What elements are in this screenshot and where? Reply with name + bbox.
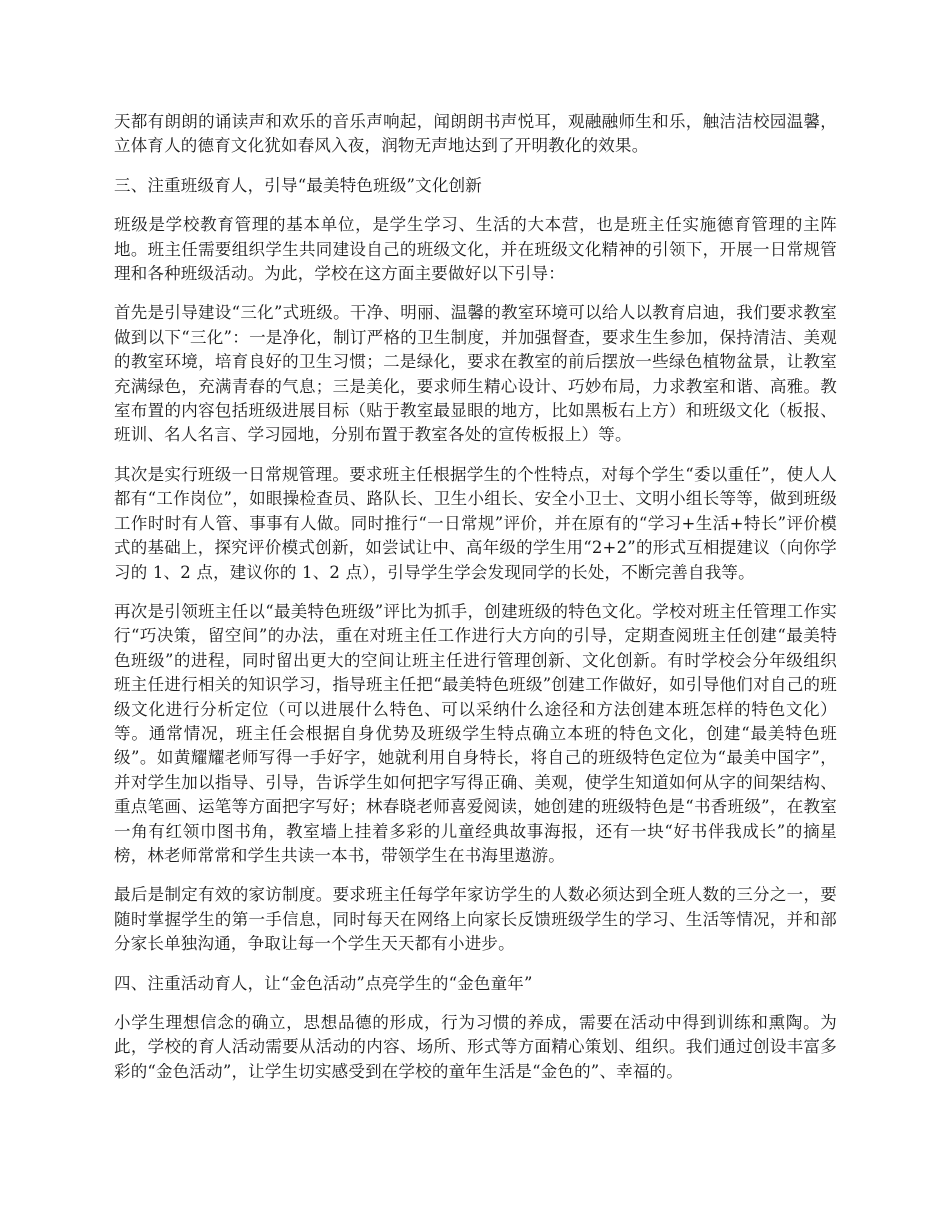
paragraph-class-education: 班级是学校教育管理的基本单位，是学生学习、生活的大本营，也是班主任实施德育管理的主阵地。班主任需要组织学生共同建设自己的班级文化，并在班级文化精神的引领下，开展一日常规管理和各种班级活动。为此，学校在这方面主要做好以下引导：	[114, 215, 837, 284]
paragraph-daily-routine: 其次是实行班级一日常规管理。要求班主任根据学生的个性特点，对每个学生“委以重任”，使人人都有“工作岗位”，如眼操检查员、路队长、卫生小组长、安全小卫士、文明小组长等等，做到班级工作时时有人管、事事有人做。同时推行“一日常规”评价，并在原有的“学习+生活+特长”评价模式的基础上，探究评价模式创新，如尝试让中、高年级的学生用“2+2”的形式互相提建议（向你学习的 1、2 点，建议你的 1、2 点），引导学生学会发现同学的长处，不断完善自我等。	[114, 464, 837, 582]
paragraph-intro-continuation: 天都有朗朗的诵读声和欢乐的音乐声响起，闻朗朗书声悦耳，观融融师生和乐，触洁洁校园温馨，立体育人的德育文化犹如春风入夜，润物无声地达到了开明教化的效果。	[114, 112, 837, 156]
paragraph-three-transformations: 首先是引导建设“三化”式班级。干净、明丽、温馨的教室环境可以给人以教育启迪，我们要求教室做到以下“三化”：一是净化，制订严格的卫生制度，并加强督查，要求生生参加，保持清洁、美观的教室环境，培育良好的卫生习惯；二是绿化，要求在教室的前后摆放一些绿色植物盆景，让教室充满绿色，充满青春的气息；三是美化，要求师生精心设计、巧妙布局，力求教室和谐、高雅。教室布置的内容包括班级进展目标（贴于教室最显眼的地方，比如黑板右上方）和班级文化（板报、班训、名人名言、学习园地，分别布置于教室各处的宣传板报上）等。	[114, 303, 837, 445]
paragraph-home-visits: 最后是制定有效的家访制度。要求班主任每学年家访学生的人数必须达到全班人数的三分之一，要随时掌握学生的第一手信息，同时每天在网络上向家长反馈班级学生的学习、生活等情况，并和部分家长单独沟通，争取让每一个学生天天都有小进步。	[114, 885, 837, 954]
paragraph-activity-education: 小学生理想信念的确立，思想品德的形成，行为习惯的养成，需要在活动中得到训练和熏陶。为此，学校的育人活动需要从活动的内容、场所、形式等方面精心策划、组织。我们通过创设丰富多彩的“金色活动”，让学生切实感受到在学校的童年生活是“金色的”、幸福的。	[114, 1013, 837, 1081]
section-heading-3: 三、注重班级育人，引导“最美特色班级”文化创新	[114, 175, 482, 195]
paragraph-featured-class: 再次是引领班主任以“最美特色班级”评比为抓手，创建班级的特色文化。学校对班主任管理工作实行“巧决策，留空间”的办法，重在对班主任工作进行大方向的引导，定期查阅班主任创建“最美特色班级”的进程，同时留出更大的空间让班主任进行管理创新、文化创新。有时学校会分年级组织班主任进行相关的知识学习，指导班主任把“最美特色班级”创建工作做好，如引导他们对自己的班级文化进行分析定位（可以进展什么特色、可以采纳什么途径和方法创建本班怎样的特色文化）等。通常情况，班主任会根据自身优势及班级学生特点确立本班的特色文化，创建“最美特色班级”。如黄耀耀老师写得一手好字，她就利用自身特长，将自己的班级特色定位为“最美中国字”，并对学生加以指导、引导，告诉学生如何把字写得正确、美观，使学生知道如何从字的间架结构、重点笔画、运笔等方面把字写好；林春晓老师喜爱阅读，她创建的班级特色是“书香班级”，在教室一角有红领巾图书角，教室墙上挂着多彩的儿童经典故事海报，还有一块“好书伴我成长”的摘星榜，林老师常常和学生共读一本书，带领学生在书海里遨游。	[114, 601, 837, 865]
section-heading-4: 四、注重活动育人，让“金色活动”点亮学生的“金色童年”	[114, 973, 533, 993]
